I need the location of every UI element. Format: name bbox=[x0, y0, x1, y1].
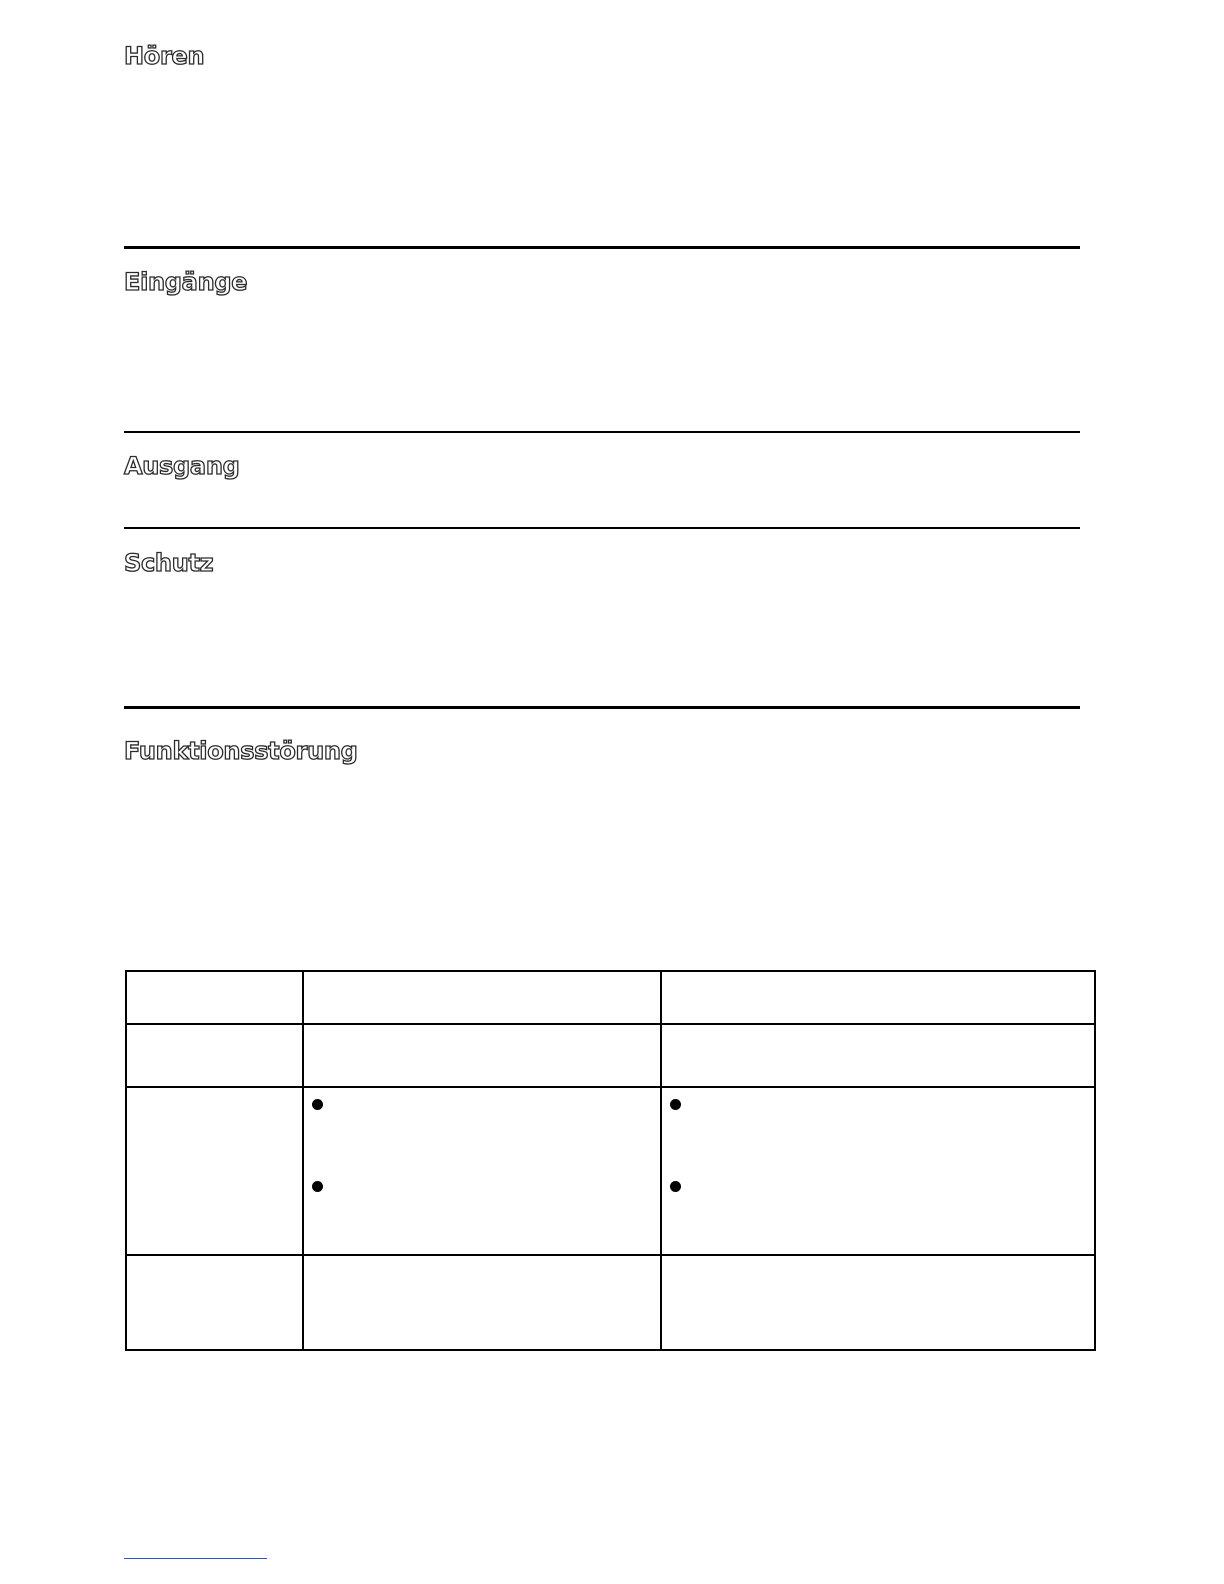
table-row bbox=[126, 1024, 1095, 1087]
table-row bbox=[126, 1255, 1095, 1350]
bullet-icon bbox=[312, 1181, 323, 1192]
section-heading-eingaenge: Eingänge bbox=[124, 268, 248, 296]
troubleshooting-table bbox=[125, 970, 1096, 1351]
table-header-row bbox=[126, 971, 1095, 1024]
table-cell bbox=[303, 971, 661, 1024]
table-cell bbox=[126, 971, 303, 1024]
table-cell bbox=[661, 1087, 1095, 1255]
section-heading-ausgang: Ausgang bbox=[124, 452, 240, 480]
table-cell bbox=[303, 1087, 661, 1255]
section-heading-funktionsstoerung: Funktionsstörung bbox=[124, 737, 358, 765]
footnote-separator bbox=[124, 1558, 267, 1559]
section-divider bbox=[124, 706, 1080, 709]
section-heading-schutz: Schutz bbox=[124, 549, 214, 577]
bullet-icon bbox=[312, 1099, 323, 1110]
table-cell bbox=[661, 971, 1095, 1024]
section-divider bbox=[124, 527, 1080, 529]
section-heading-hoeren: Hören bbox=[124, 42, 205, 70]
section-divider bbox=[124, 431, 1080, 433]
table-cell bbox=[126, 1024, 303, 1087]
bullet-icon bbox=[670, 1181, 681, 1192]
table-cell bbox=[661, 1024, 1095, 1087]
bullet-icon bbox=[670, 1099, 681, 1110]
table-row bbox=[126, 1087, 1095, 1255]
section-divider bbox=[124, 246, 1080, 249]
table-cell bbox=[126, 1255, 303, 1350]
table-cell bbox=[303, 1024, 661, 1087]
table-cell bbox=[303, 1255, 661, 1350]
table-cell bbox=[661, 1255, 1095, 1350]
table-cell bbox=[126, 1087, 303, 1255]
